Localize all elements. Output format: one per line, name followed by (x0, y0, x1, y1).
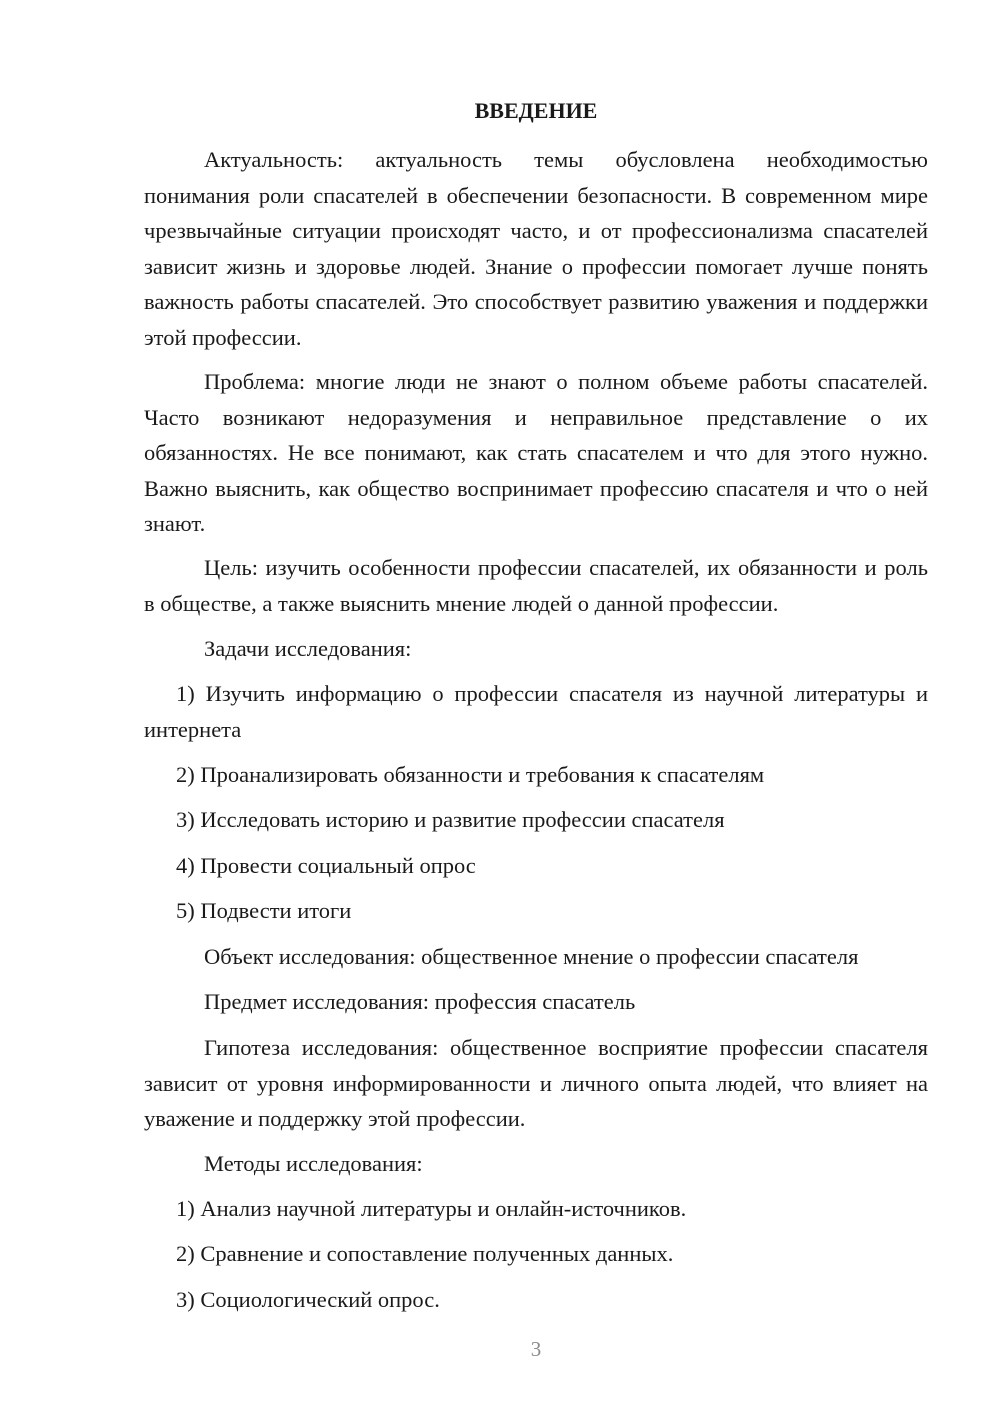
task-item-4 (144, 848, 928, 884)
hypothesis-text: Гипотеза исследования: общественное восприятие профессии спасателя зависит от уровня информированности и личного опыта людей, что влияет на уважение и поддержку этой профессии. (144, 1035, 928, 1131)
tasks-heading (144, 631, 928, 667)
methods-heading-text: Методы исследования: (204, 1151, 423, 1176)
hypothesis-paragraph (144, 1030, 928, 1137)
problem-text: Проблема: многие люди не знают о полном объеме работы спасателей. Часто возникают недоразумения и неправильное представление о их обязанностях. Не все понимают, как стать спасателем и что для этого нужно. Важно выяснить, как общество воспринимает профессию спасателя и что о ней знают. (144, 369, 928, 536)
task-item-1 (144, 676, 928, 747)
method-item-1 (144, 1191, 928, 1227)
task-item-text: 2) Проанализировать обязанности и требования к спасателям (176, 762, 765, 787)
task-item-text: 5) Подвести итоги (176, 898, 352, 923)
subject-text: Предмет исследования: профессия спасатель (204, 989, 636, 1014)
methods-heading (144, 1146, 928, 1182)
goal-paragraph (144, 550, 928, 621)
tasks-heading-text: Задачи исследования: (204, 636, 412, 661)
subject-paragraph (144, 984, 928, 1020)
object-text: Объект исследования: общественное мнение о профессии спасателя (204, 944, 859, 969)
method-item-text: 2) Сравнение и сопоставление полученных данных. (176, 1241, 674, 1266)
page-title: ВВЕДЕНИЕ (474, 98, 598, 123)
task-item-text: 4) Провести социальный опрос (176, 853, 476, 878)
goal-text: Цель: изучить особенности профессии спасателей, их обязанности и роль в обществе, а также выяснить мнение людей о данной профессии. (144, 555, 928, 616)
problem-paragraph (144, 364, 928, 542)
relevance-text: Актуальность: актуальность темы обусловлена необходимостью понимания роли спасателей в обеспечении безопасности. В современном мире чрезвычайные ситуации происходят часто, и от профессионализма спасателей зависит жизнь и здоровье людей. Знание о профессии помогает лучше понять важность работы спасателей. Это способствует развитию уважения и поддержки этой профессии. (144, 147, 928, 350)
task-item-2 (144, 757, 928, 793)
method-item-text: 3) Социологический опрос. (176, 1287, 440, 1312)
object-paragraph (144, 939, 928, 975)
task-item-text: 1) Изучить информацию о профессии спасателя из научной литературы и интернета (144, 681, 928, 742)
task-item-3 (144, 802, 928, 838)
method-item-2 (144, 1236, 928, 1272)
task-item-5 (144, 893, 928, 929)
page-number: 3 (530, 1337, 542, 1361)
task-item-text: 3) Исследовать историю и развитие профессии спасателя (176, 807, 725, 832)
method-item-3 (144, 1282, 928, 1318)
method-item-text: 1) Анализ научной литературы и онлайн-источников. (176, 1196, 687, 1221)
relevance-paragraph (144, 142, 928, 355)
